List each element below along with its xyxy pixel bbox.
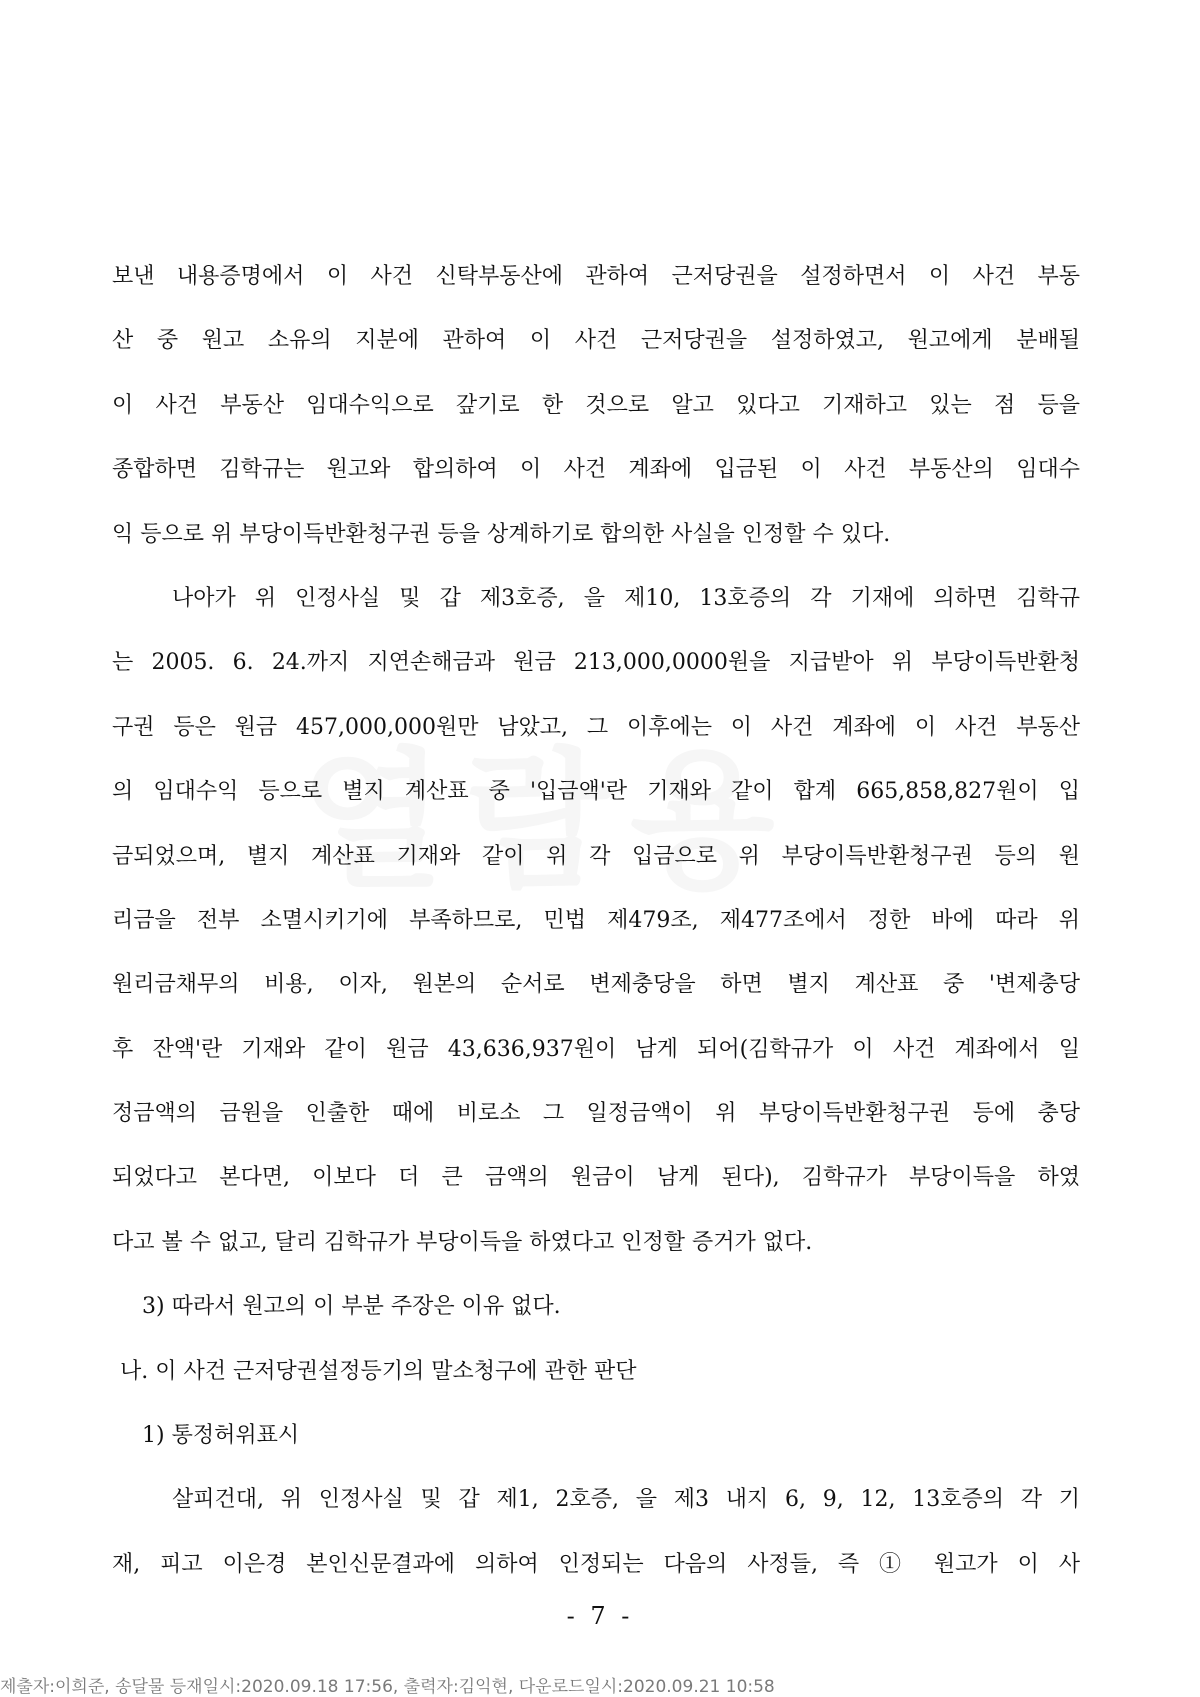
- text-line: 금되었으며, 별지 계산표 기재와 같이 위 각 입금으로 위 부당이득반환청구권 등의 원: [112, 843, 1080, 869]
- text-line: 정금액의 금원을 인출한 때에 비로소 그 일정금액이 위 부당이득반환청구권 등에 충당: [112, 1101, 1080, 1127]
- text-line: 되었다고 본다면, 이보다 더 큰 금액의 원금이 남게 된다), 김학규가 부당이득을 하였: [112, 1165, 1080, 1191]
- text-line: 원리금채무의 비용, 이자, 원본의 순서로 변제충당을 하면 별지 계산표 중 '변제충당: [112, 972, 1080, 998]
- text-line: 다고 볼 수 없고, 달리 김학규가 부당이득을 하였다고 인정할 증거가 없다.: [112, 1229, 813, 1255]
- text-line: 3) 따라서 원고의 이 부분 주장은 이유 없다.: [142, 1294, 561, 1320]
- subsection-heading: 1) 통정허위표시: [142, 1423, 300, 1449]
- body-text: [112, 245, 1080, 1597]
- text-line: 보낸 내용증명에서 이 사건 신탁부동산에 관하여 근저당권을 설정하면서 이 사건 부동: [112, 264, 1080, 289]
- text-line: 산 중 원고 소유의 지분에 관하여 이 사건 근저당권을 설정하였고, 원고에게 분배될: [112, 328, 1080, 354]
- text-line: 재, 피고 이은경 본인신문결과에 의하여 인정되는 다음의 사정들, 즉 ① 원고가 이 사: [112, 1551, 1080, 1577]
- text-line: 익 등으로 위 부당이득반환청구권 등을 상계하기로 합의한 사실을 인정할 수 있다.: [112, 521, 891, 547]
- text-line: 리금을 전부 소멸시키기에 부족하므로, 민법 제479조, 제477조에서 정한 바에 따라 위: [112, 907, 1080, 933]
- footer-info: 제출자:이희준, 송달물 등재일시:2020.09.18 17:56, 출력자:김익현, 다운로드일시:2020.09.21 10:58: [0, 1677, 775, 1697]
- text-line: 후 잔액'란 기재와 같이 원금 43,636,937원이 남게 되어(김학규가 이 사건 계좌에서 일: [112, 1036, 1080, 1062]
- text-line: 이 사건 부동산 임대수익으로 갚기로 한 것으로 알고 있다고 기재하고 있는 점 등을: [112, 392, 1080, 418]
- section-heading: 나. 이 사건 근저당권설정등기의 말소청구에 관한 판단: [120, 1358, 637, 1384]
- text-line: 종합하면 김학규는 원고와 합의하여 이 사건 계좌에 입금된 이 사건 부동산의 임대수: [112, 457, 1080, 483]
- page-number: - 7 -: [566, 1602, 634, 1630]
- text-line: 구권 등은 원금 457,000,000원만 남았고, 그 이후에는 이 사건 계좌에 이 사건 부동산: [112, 714, 1080, 740]
- text-line: 의 임대수익 등으로 별지 계산표 중 '입금액'란 기재와 같이 합계 665,858,827원이 입: [112, 779, 1080, 805]
- text-line: 나아가 위 인정사실 및 갑 제3호증, 을 제10, 13호증의 각 기재에 의하면 김학규: [172, 585, 1080, 611]
- text-line: 살피건대, 위 인정사실 및 갑 제1, 2호증, 을 제3 내지 6, 9, 12, 13호증의 각 기: [172, 1487, 1080, 1513]
- text-line: 는 2005. 6. 24.까지 지연손해금과 원금 213,000,0000원을 지급받아 위 부당이득반환청: [112, 650, 1080, 676]
